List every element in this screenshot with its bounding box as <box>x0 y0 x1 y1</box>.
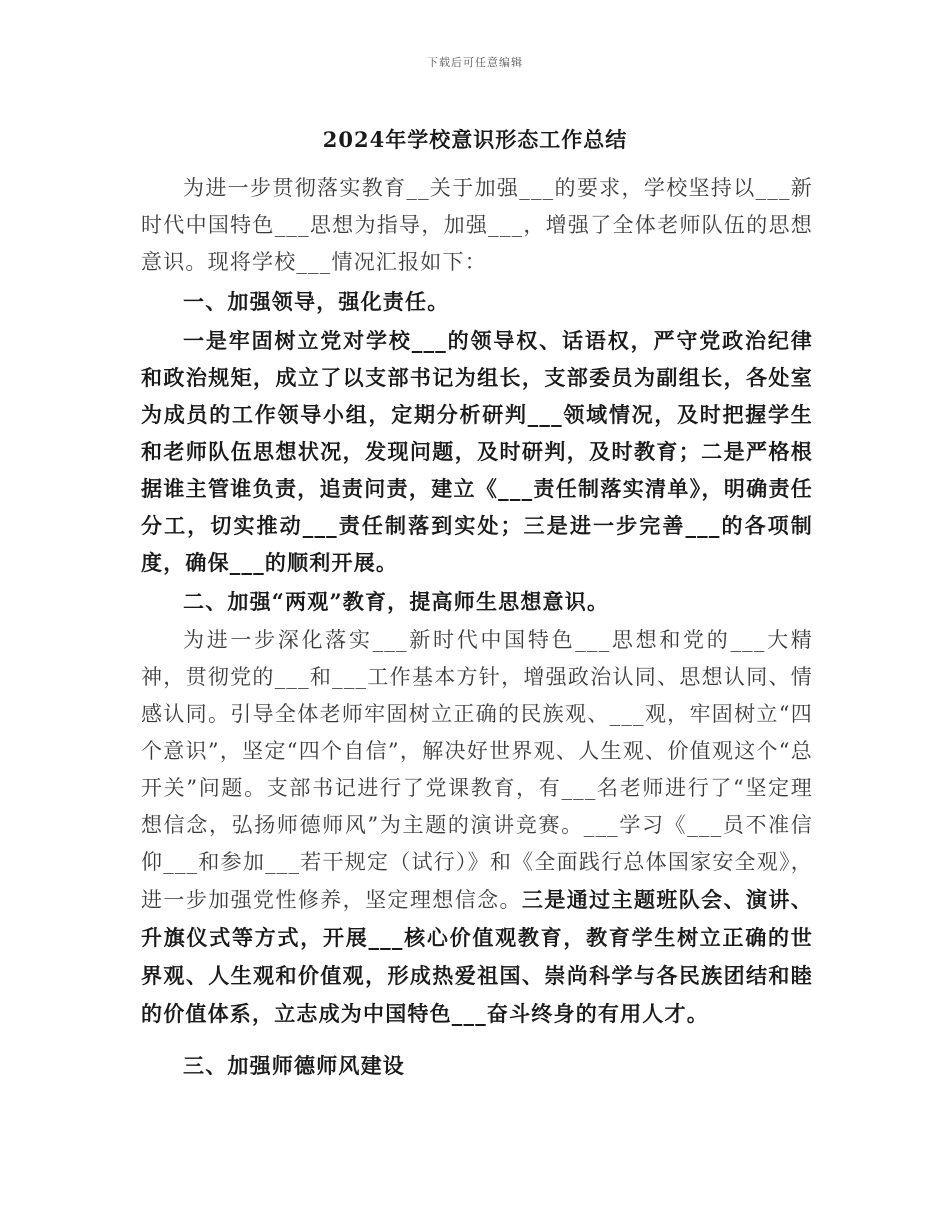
section-2-body-bold: 三是通过主题班队会、演讲、升旗仪式等方式，开展___核心价值观教育，教育学生树立正确的世界观、人生观和价值观，形成热爱祖国、崇尚科学与各民族团结和睦的价值体系，立志成为中国特色___奋斗终身的有用人才。 <box>141 887 813 1026</box>
header-note: 下载后可任意编辑 <box>427 56 523 69</box>
section-2-body-regular: 为进一步深化落实___新时代中国特色___思想和党的___大精神，贯彻党的___和___工作基本方针，增强政治认同、思想认同、情感认同。引导全体老师牢固树立正确的民族观、___观，牢固树立“四个意识”，坚定“四个自信”，解决好世界观、人生观、价值观这个“总开关”问题。支部书记进行了党课教育，有___名老师进行了“坚定理想信念，弘扬师德师风”为主题的演讲竞赛。___学习《___员不准信仰___和参加___若干规定（试行）》和《全面践行总体国家安全观》，进一步加强党性修养，坚定理想信念。 <box>141 628 813 912</box>
document-body <box>141 170 813 1084</box>
section-2-heading: 二、加强“两观”教育，提高师生思想意识。 <box>183 589 610 614</box>
intro-paragraph: 为进一步贯彻落实教育__关于加强___的要求，学校坚持以___新时代中国特色___思想为指导，加强___，增强了全体老师队伍的思想意识。现将学校___情况汇报如下： <box>141 176 813 274</box>
section-2-body <box>141 622 813 1033</box>
document-title: 2024年学校意识形态工作总结 <box>322 127 628 152</box>
section-1-body: 一是牢固树立党对学校___的领导权、话语权，严守党政治纪律和政治规矩，成立了以支部书记为组长，支部委员为副组长，各处室为成员的工作领导小组，定期分析研判___领域情况，及时把握学生和老师队伍思想状况，发现问题，及时研判，及时教育；二是严格根据谁主管谁负责，追责问责，建立《___责任制落实清单》，明确责任分工，切实推动___责任制落到实处；三是进一步完善___的各项制度，确保___的顺利开展。 <box>141 328 813 575</box>
section-1-heading: 一、加强领导，强化责任。 <box>183 289 450 314</box>
section-3-heading: 三、加强师德师风建设 <box>183 1053 405 1078</box>
